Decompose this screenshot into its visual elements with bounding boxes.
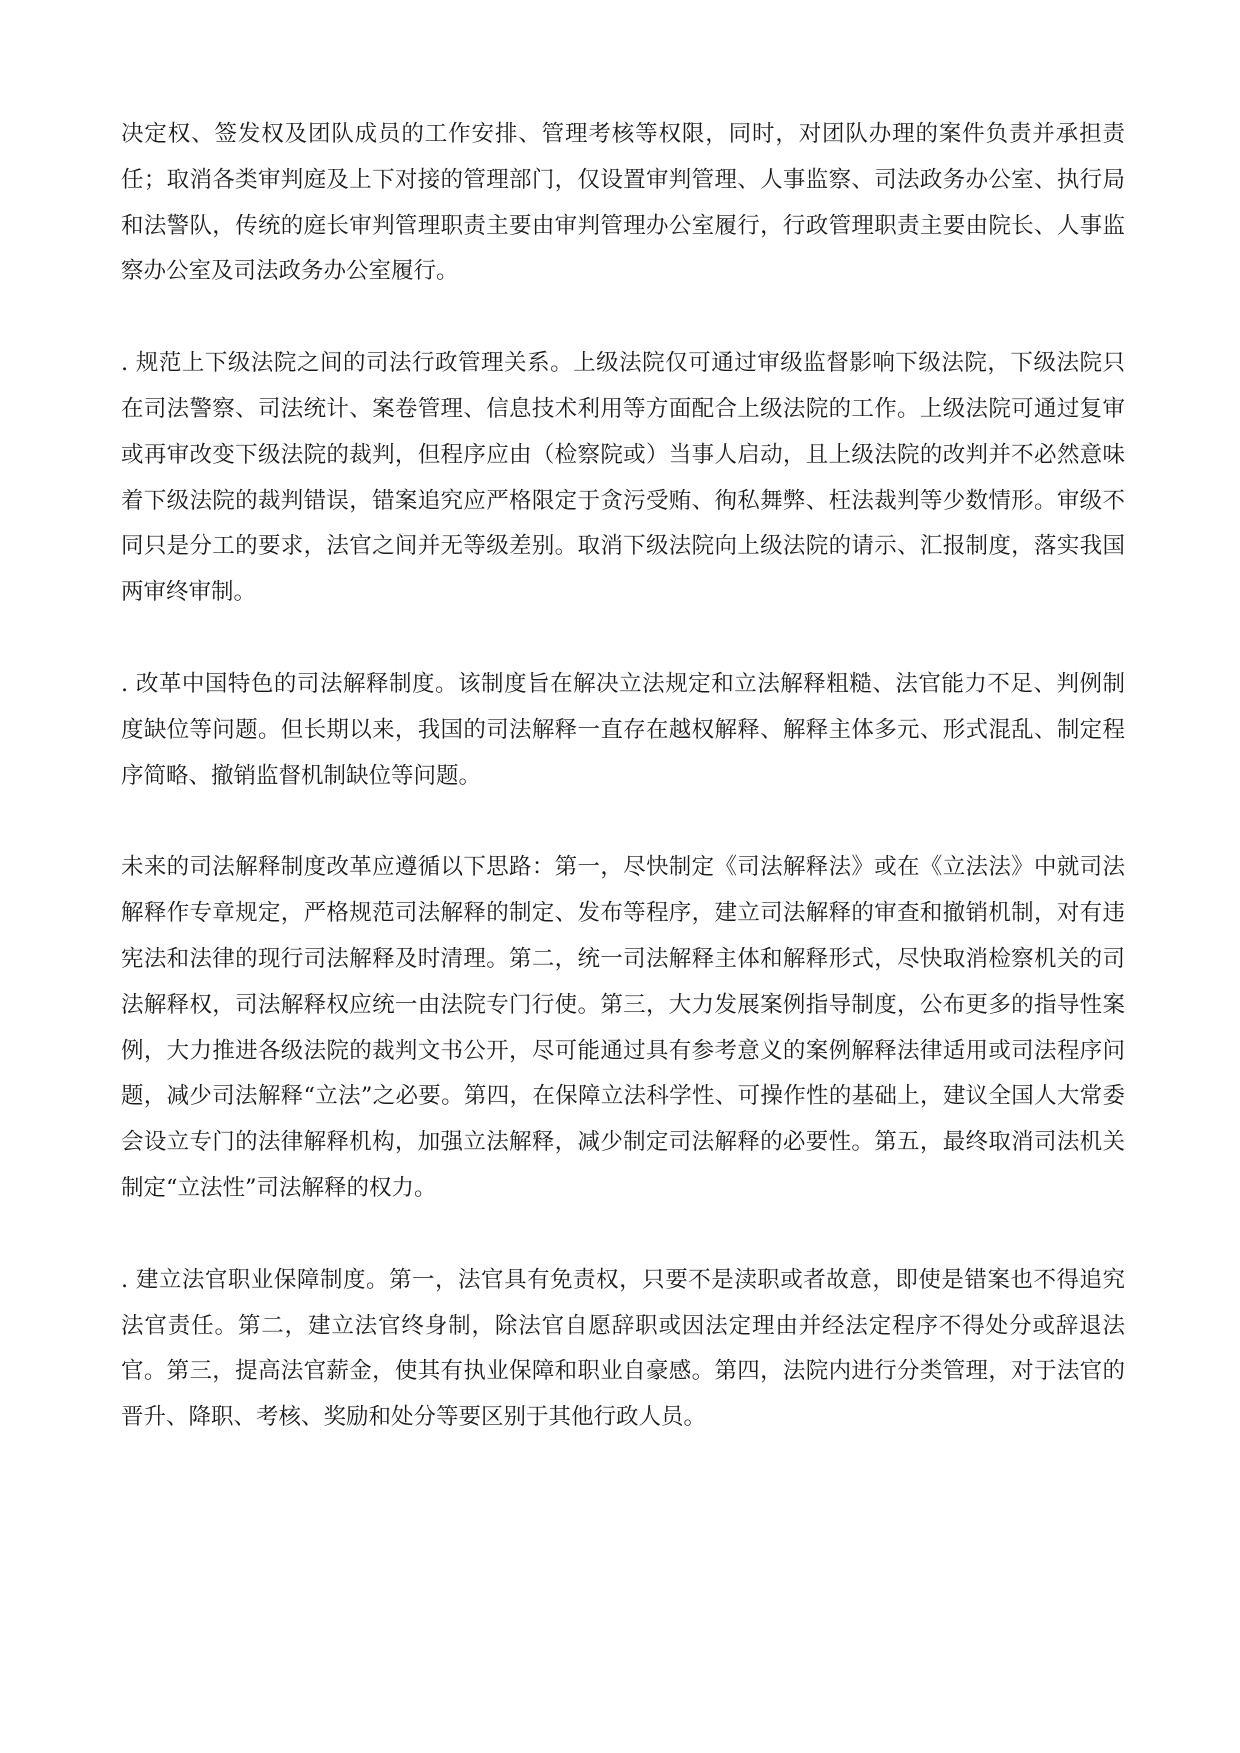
paragraph-interpretation-reform: 未来的司法解释制度改革应遵循以下思路：第一，尽快制定《司法解释法》或在《立法法》中就司法解释作专章规定，严格规范司法解释的制定、发布等程序，建立司法解释的审查和撤销机制，对有违宪法和法律的现行司法解释及时清理。第二，统一司法解释主体和解释形式，尽快取消检察机关的司法解释权，司法解释权应统一由法院专门行使。第三，大力发展案例指导制度，公布更多的指导性案例，大力推进各级法院的裁判文书公开，尽可能通过具有参考意义的案例解释法律适用或司法程序问题，减少司法解释“立法”之必要。第四，在保障立法科学性、可操作性的基础上，建议全国人大常委会设立专门的法律解释机构，加强立法解释，减少制定司法解释的必要性。第五，最终取消司法机关制定“立法性”司法解释的权力。: [121, 854, 1125, 1201]
paragraph-team-authority: 决定权、签发权及团队成员的工作安排、管理考核等权限，同时，对团队办理的案件负责并承担责任；取消各类审判庭及上下对接的管理部门，仅设置审判管理、人事监察、司法政务办公室、执行局和法警队，传统的庭长审判管理职责主要由审判管理办公室履行，行政管理职责主要由院长、人事监察办公室及司法政务办公室履行。: [121, 121, 1125, 285]
paragraph-judge-protection: . 建立法官职业保障制度。第一，法官具有免责权，只要不是渎职或者故意，即使是错案也不得追究法官责任。第二，建立法官终身制，除法官自愿辞职或因法定理由并经法定程序不得处分或辞退法官。第三，提高法官薪金，使其有执业保障和职业自豪感。第四，法院内进行分类管理，对于法官的晋升、降职、考核、奖励和处分等要区别于其他行政人员。: [121, 1266, 1125, 1431]
paragraph-court-hierarchy: . 规范上下级法院之间的司法行政管理关系。上级法院仅可通过审级监督影响下级法院，下级法院只在司法警察、司法统计、案卷管理、信息技术利用等方面配合上级法院的工作。上级法院可通过复审或再审改变下级法院的裁判，但程序应由（检察院或）当事人启动，且上级法院的改判并不必然意味着下级法院的裁判错误，错案追究应严格限定于贪污受贿、徇私舞弊、枉法裁判等少数情形。审级不同只是分工的要求，法官之间并无等级差别。取消下级法院向上级法院的请示、汇报制度，落实我国两审终审制。: [121, 350, 1125, 606]
paragraph-judicial-interpretation: . 改革中国特色的司法解释制度。该制度旨在解决立法规定和立法解释粗糙、法官能力不足、判例制度缺位等问题。但长期以来，我国的司法解释一直存在越权解释、解释主体多元、形式混乱、制定程序简略、撤销监督机制缺位等问题。: [121, 670, 1125, 789]
